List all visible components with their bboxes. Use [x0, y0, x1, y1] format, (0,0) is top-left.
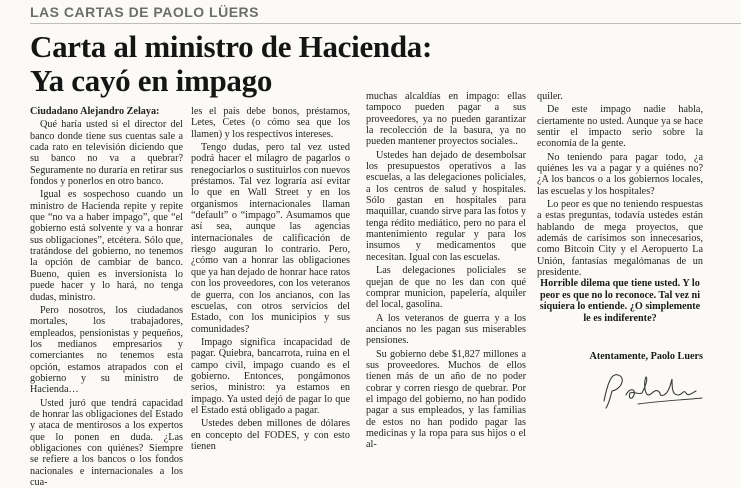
text-column-2 — [191, 106, 350, 452]
headline-text: Carta al ministro de Hacienda: Ya cayó en impago — [30, 29, 433, 98]
paragraph: De este impago nadie habla, ciertamente no usted. Aunque ya se hace sentir el impacto serio sobre la economía de la gente. — [537, 104, 703, 150]
paragraph: Las delegaciones policiales se quejan de que no les dan con qué comprar municion, papelería, alquiler del local, gasolina. — [366, 265, 526, 311]
salutation: Ciudadano Alejandro Zelaya: — [30, 106, 160, 117]
paragraph: Lo peor es que no teniendo respuestas a estas preguntas, todavía ustedes están hablando de mega proyectos, que además de carísimos son innecesarios, como Bitcoin City y el Aeropuerto La Unión, fantasías megalómanas de un presidente. — [537, 199, 703, 279]
column-header: LAS CARTAS DE PAOLO LÜERS — [30, 4, 259, 20]
paragraph: Pero nosotros, los ciudadanos mortales, los trabajadores, empleados, pensionistas y pequeños, los medianos empresarios y comerciantes no tenemos esta opción, estamos atrapados con el gobierno y su ministro de Hacienda… — [30, 304, 183, 396]
paragraph: Tengo dudas, pero tal vez usted podrá hacer el milagro de pagarlos o renegociarlos o sustituirlos con nuevos préstamos. Tal vez lograría así evitar lo que en Wall Street y en los organismos internacionales llaman “default” o “impago”. Asumamos que así sea, aunque las agencias internacionales de calificación de riesgo auguran lo contrario. Pero, ¿cómo van a honrar las obligaciones que ya han dejado de honrar hace ratos con los proveedores, con los veteranos de guerra, con los ancianos, con las escuelas, con otros servicios del Estado, con los municipios y sus comunidades? — [191, 142, 350, 335]
handwritten-signature — [598, 367, 708, 411]
paragraph: Impago significa incapacidad de pagar. Quiebra, bancarrota, ruina en el campo civil, impago cuando es el gobierno. Entonces, pongámonos serios, ministro: ya estamos en impago. Ya usted dejó de pagar lo que el Estado está obligado a pagar. — [191, 336, 350, 416]
paragraph: Qué haría usted si el director del banco donde tiene sus cuentas sale a cada rato en televisión diciendo que su banco no va a quebrar? Seguramente no duraría en retirar sus fondos y ponerlos en otro banco. — [30, 119, 183, 188]
signoff: Atentamente, Paolo Luers — [589, 351, 703, 362]
paragraph: muchas alcaldías en impago: ellas tampoco pueden pagar a sus proveedores, ya no pueden garantizar la recolección de la basura, ya no pueden mantener proyectos sociales.. — [366, 91, 526, 148]
paragraph: quiler. — [537, 91, 563, 102]
header-divider — [30, 23, 741, 24]
paragraph: Usted juró que tendrá capacidad de honrar las obligaciones del Estado y ataca de mentirosos a los expertos que lo ponen en duda. ¿Las obligaciones con quiénes? Siempre se refiere a los bancos o los fondos nacionales e internacionales a los cua- — [30, 397, 183, 488]
text-column-3 — [366, 91, 526, 451]
paragraph: Su gobierno debe $1,827 millones a sus proveedores. Muchos de ellos tienen más de un año de no poder cobrar y corren riesgo de quebrar. Por el impago del gobierno, no han podido pagar a sus empleados, y las familias de estos no han podido pagar las medicinas y la ropa para sus hijos o el al- — [366, 348, 526, 451]
paragraph: Ustedes deben millones de dólares en concepto del FODES, y con esto tienen — [191, 418, 350, 452]
paragraph: No teniendo para pagar todo, ¿a quiénes les va a pagar y a quiénes no? ¿A los bancos o a los gobiernos locales, las escuelas y los hospitales? — [537, 151, 703, 197]
paragraph: A los veteranos de guerra y a los ancianos no les pagan sus miserables pensiones. — [366, 312, 526, 347]
closing-question: Horrible dilema que tiene usted. Y lo peor es que no lo reconoce. Tal vez ni siquiera lo entiende. ¿O simplemente le es indiferente? — [539, 278, 701, 324]
paragraph: Ustedes han dejado de desembolsar los presupuestos operativos a las escuelas, a las delegaciones policiales, a los centros de salud y hospitales. Sólo gastan en hospitales para maquillar, cuando sirve para las fotos y tenga rédito mediático, pero no para el mantenimiento regular y para los insumos y medicamentos que necesitan. Igual con las escuelas. — [366, 149, 526, 263]
paragraph: les el país debe bonos, préstamos, Letes, Cetes (o cómo sea que los llamen) y los respectivos intereses. — [191, 106, 350, 140]
article-headline — [30, 30, 470, 98]
paragraph: Igual es sospechoso cuando un ministro de Hacienda repite y repite que “no va a haber impago”, que “el gobierno está solvente y va a honrar sus obligaciones”, etcétera. Sólo que, tratándose del gobierno, no tenemos la opción de cambiar de banco. Bueno, quien es inversionista lo puede hacer y lo hará, no tenga dudas, ministro. — [30, 189, 183, 303]
text-column-1 — [30, 106, 183, 488]
